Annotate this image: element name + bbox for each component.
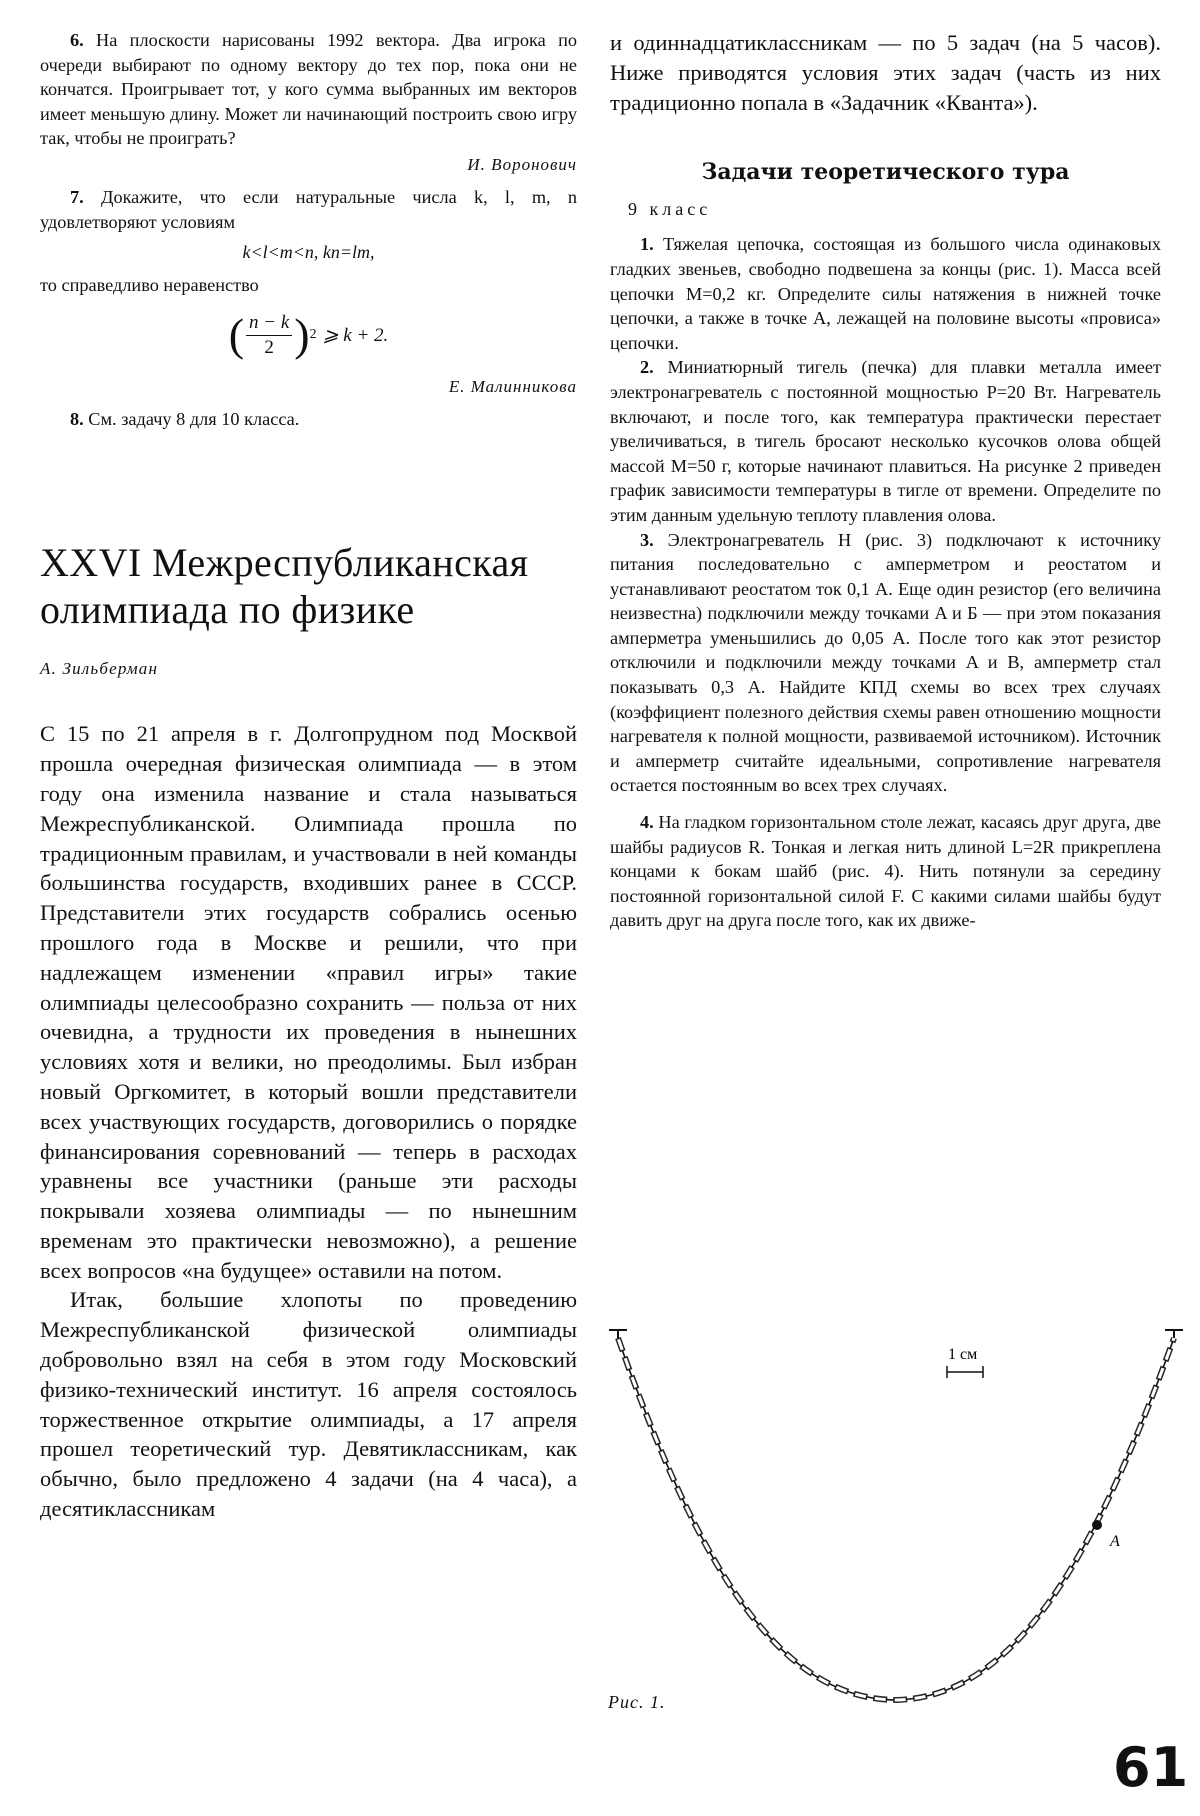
problem-2-text: Миниатюрный тигель (печка) для плавки металла имеет электронагреватель с постоянной мощностью P=20 Вт. Нагреватель включают, и после того, как температура практически перестает увеличиваться, в тигель бросают несколько кусочков олова общей массой M=50 г, которые начинают плавиться. На рисунке 2 приведен график зависимости температуры в тигле от времени. Определите по этим данным удельную теплоту плавления олова. [610, 357, 1161, 525]
point-a-marker [1092, 1520, 1102, 1530]
problem-7-text: Докажите, что если натуральные числа k, l, m, n удовлетворяют условиям [40, 186, 577, 232]
right-column [610, 28, 1161, 933]
left-column [40, 28, 577, 1524]
problem-item-1 [610, 232, 1161, 355]
grade-label: 9 класс [628, 199, 712, 220]
scale-label: 1 см [948, 1346, 978, 1363]
problem-item-3 [610, 528, 1161, 799]
problem-4-number: 4. [640, 812, 654, 833]
chain-links [618, 1338, 1174, 1700]
problem-8 [40, 407, 577, 432]
problem-7-then: то справедливо неравенство [40, 275, 259, 296]
problem-8-number: 8. [70, 408, 84, 429]
problem-8-text: См. задачу 8 для 10 класса. [88, 408, 300, 429]
problem-2-number: 2. [640, 357, 654, 378]
article-paragraph-2: Итак, большие хлопоты по проведению Межреспубликанской физической олимпиады добровольно взял на себя в этом году Московский физико-технический институт. 16 апреля состоялось торжественное открытие олимпиады, а 17 апреля прошел теоретический тур. Девятиклассникам, как обычно, было предложено 4 задачи (на 4 часа), а десятиклассникам [40, 1287, 577, 1522]
page-number: 61 [1113, 1736, 1189, 1799]
problem-3-text: Электронагреватель H (рис. 3) подключают к источнику питания последовательно с амперметром и реостатом и устанавливают реостатом ток 0,1 А. Еще один резистор (его величина неизвестна) подключили между точками A и Б — при этом показания амперметра уменьшились до 0,05 А. После того как этот резистор отключили и подключили между точками A и B, амперметр стал показывать 0,3 А. Найдите КПД схемы во всех трех случаях (коэффициент полезного действия схемы равен отношению мощности нагревателя к полной мощности, развиваемой источником). Источник и амперметр считайте идеальными, сопротивление нагревателя остается постоянным во всех трех случаях. [610, 529, 1161, 796]
fraction [246, 312, 292, 359]
problem-4-text: На гладком горизонтальном столе лежат, касаясь друг друга, две шайбы радиусов R. Тонкая и легкая нить длиной L=2R прикреплена концами к бокам шайб (рис. 4). Нить потянули за середину постоянной горизонтальной силой F. С какими силами шайбы будут давить друг на друга после того, как их движе- [610, 812, 1161, 931]
problem-list [610, 232, 1161, 933]
problem-3-number: 3. [640, 529, 654, 550]
problem-6-text: На плоскости нарисованы 1992 вектора. Два игрока по очереди выбирают по одному вектору до тех пор, пока они не кончатся. Проигрывает тот, у кого сумма выбранных им векторов имеет меньшую длину. Может ли начинающий построить свою игру так, чтобы не проиграть? [40, 30, 577, 149]
headline-line-2: олимпиада по физике [40, 587, 415, 633]
scale-bar [947, 1366, 983, 1378]
left-hook-icon [609, 1330, 627, 1338]
exponent: 2 [309, 327, 317, 343]
problem-item-2 [610, 355, 1161, 527]
point-a-label: A [1110, 1533, 1120, 1550]
problem-7 [40, 185, 577, 234]
fraction-numerator: n − k [246, 312, 292, 336]
figure-caption: Рис. 1. [608, 1692, 666, 1712]
problem-1-text: Тяжелая цепочка, состоящая из большого числа одинаковых гладких звеньев, свободно подвешена за концы (рис. 1). Масса всей цепочки M=0,2 кг. Определите силы натяжения в нижней точке цепочки, а также в точке A, лежащей на половине высоты «провиса» цепочки. [610, 234, 1161, 353]
problem-7-condition: k<l<m<n, kn=lm, [242, 242, 375, 263]
problem-7-inequality: ( $\frac{n - k}{2}$ ) 2 ⩾ k + 2. [228, 309, 389, 361]
article-headline [40, 539, 577, 633]
problem-6-author: И. Воронович [467, 154, 577, 174]
problem-7-author: Е. Малинникова [448, 376, 577, 396]
section-title: Задачи теоретического тура [701, 159, 1070, 186]
fraction-denominator: 2 [264, 336, 274, 358]
headline-line-1: XXVI Межреспубликанская [40, 540, 529, 586]
right-hook-icon [1165, 1330, 1183, 1338]
article-paragraph-1: С 15 по 21 апреля в г. Долгопрудном под Москвой прошла очередная физическая олимпиада — в этом году она изменила название и стала называться Межреспубликанской. Олимпиада прошла по традиционным правилам, и участвовали в ней команды большинства государств, входивших ранее в СССР. Представители этих государств собрались осенью прошлого года в Москве и решили, что при надлежащем изменении «правил игры» такие олимпиады целесообразно сохранить — польза от них очевидна, а трудности их проведения в нынешних условиях хотя и велики, но преодолимы. Был избран новый Оргкомитет, в который вошли представители всех участвующих государств, договорились о порядке финансирования соревнований — теперь в расходах уравнены все участники (раньше эти расходы покрывали хозяева олимпиады — по нынешним временам это практически невозможно), а решение всех вопросов «на будущее» оставили на потом. [40, 721, 577, 1283]
article-author: А. Зильберман [40, 659, 159, 679]
chain-curve [618, 1338, 1174, 1700]
article-body [40, 719, 577, 1524]
problem-7-number: 7. [70, 186, 84, 207]
article-intro-continued: и одиннадцатиклассникам — по 5 задач (на 5 часов). Ниже приводятся условия этих задач (часть из них традиционно попала в «Задачник «Кванта»). [610, 30, 1161, 115]
chain-figure [605, 1322, 1190, 1722]
problem-item-4 [610, 810, 1161, 933]
problem-6 [40, 28, 577, 151]
problem-6-number: 6. [70, 30, 84, 50]
problem-1-number: 1. [640, 234, 654, 255]
inequality-rhs: ⩾ k + 2. [322, 324, 389, 346]
